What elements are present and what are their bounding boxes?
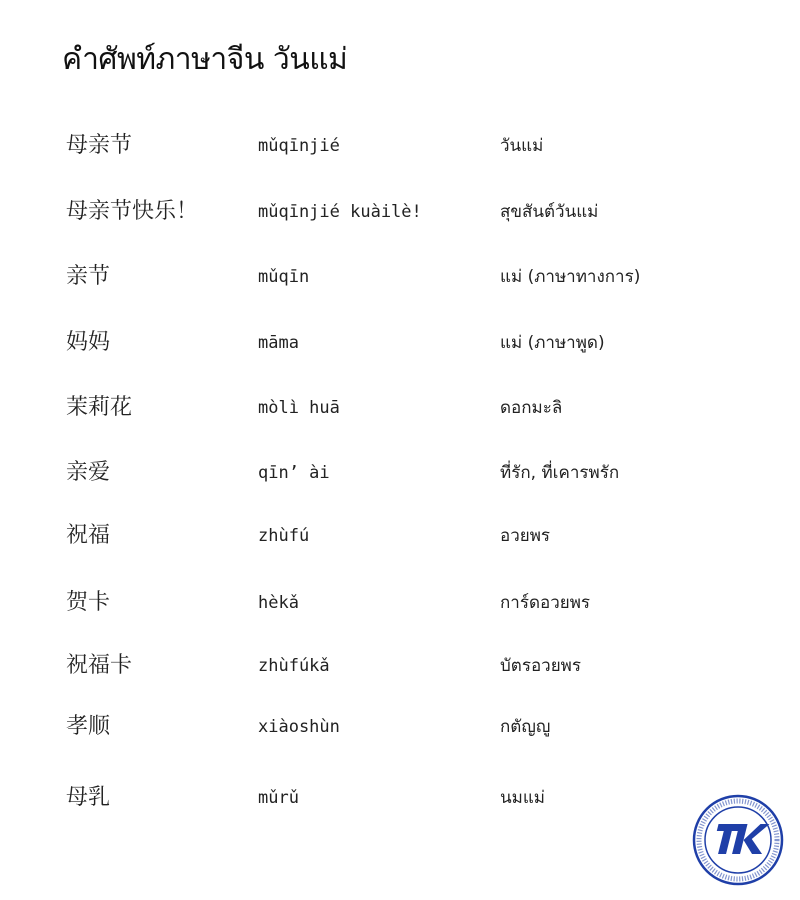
- vocab-row: [0, 126, 800, 166]
- hanzi-word: 母亲节: [66, 133, 133, 158]
- thai-meaning: อวยพร: [500, 526, 551, 546]
- thai-meaning: บัตรอวยพร: [500, 656, 582, 676]
- hanzi-word: 母乳: [66, 785, 111, 810]
- hanzi-word: 孝顺: [66, 714, 111, 739]
- vocab-row: [0, 646, 800, 686]
- thai-meaning: วันแม่: [500, 136, 544, 156]
- thai-meaning: ที่รัก, ที่เคารพรัก: [500, 463, 620, 483]
- pinyin-reading: zhùfúkǎ: [258, 656, 330, 676]
- hanzi-word: 祝福: [66, 523, 111, 548]
- hanzi-word: 妈妈: [66, 330, 111, 355]
- vocab-row: [0, 453, 800, 493]
- thai-meaning: แม่ (ภาษาพูด): [500, 333, 605, 353]
- pinyin-reading: māma: [258, 333, 299, 353]
- pinyin-reading: hèkǎ: [258, 593, 299, 613]
- hanzi-word: 贺卡: [66, 590, 111, 615]
- vocab-row: [0, 192, 800, 232]
- vocab-row: [0, 323, 800, 363]
- pinyin-reading: xiàoshùn: [258, 717, 340, 737]
- thai-meaning: ดอกมะลิ: [500, 398, 563, 418]
- hanzi-word: 亲爱: [66, 460, 111, 485]
- pinyin-reading: mǔrǔ: [258, 788, 299, 808]
- vocab-row: [0, 516, 800, 556]
- pinyin-reading: mòlì huā: [258, 398, 340, 418]
- pinyin-reading: qīn’ ài: [258, 463, 330, 483]
- vocab-row: [0, 707, 800, 747]
- institution-seal-icon: [692, 794, 784, 886]
- vocab-row: [0, 257, 800, 297]
- thai-meaning: กตัญญู: [500, 717, 551, 737]
- vocab-row: [0, 778, 800, 818]
- hanzi-word: 母亲节快乐！: [66, 199, 199, 224]
- hanzi-word: 祝福卡: [66, 653, 133, 678]
- thai-meaning: การ์ดอวยพร: [500, 593, 591, 613]
- thai-meaning: นมแม่: [500, 788, 545, 808]
- pinyin-reading: zhùfú: [258, 526, 310, 546]
- thai-meaning: สุขสันต์วันแม่: [500, 202, 599, 222]
- hanzi-word: 亲节: [66, 264, 111, 289]
- pinyin-reading: mǔqīnjié: [258, 136, 340, 156]
- vocab-row: [0, 388, 800, 428]
- page-title: คำศัพท์ภาษาจีน วันแม่: [62, 42, 348, 77]
- thai-meaning: แม่ (ภาษาทางการ): [500, 267, 641, 287]
- hanzi-word: 茉莉花: [66, 395, 133, 420]
- pinyin-reading: mǔqīn: [258, 267, 310, 287]
- vocab-row: [0, 583, 800, 623]
- pinyin-reading: mǔqīnjié kuàilè!: [258, 202, 422, 222]
